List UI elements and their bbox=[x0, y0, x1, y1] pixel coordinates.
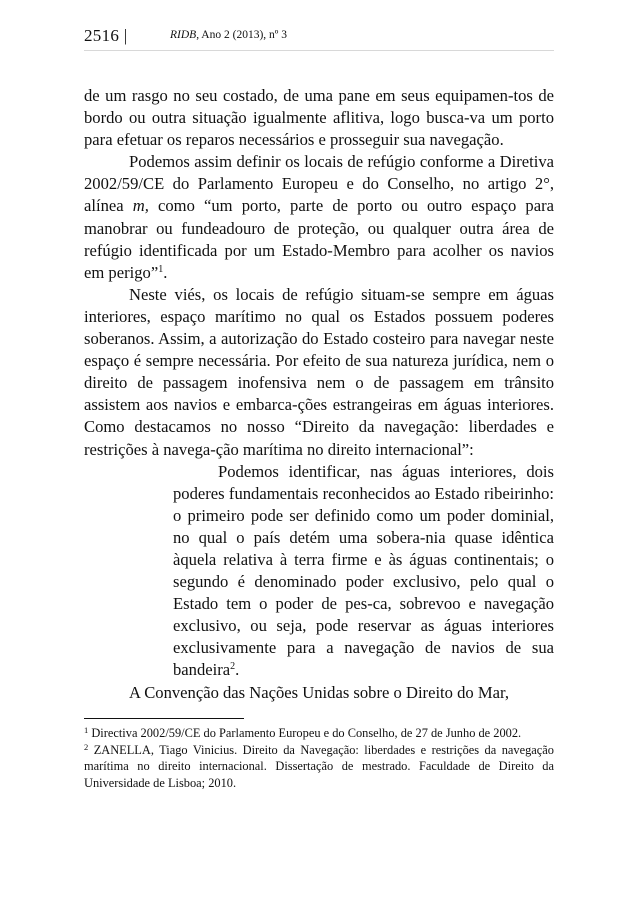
paragraph-text: como “um porto, parte de porto ou outro espaço para manobrar ou fundeadouro de proteção, ou qualquer outra área de refúgio identificada por um Estado-Membro para acolher os navios em perigo” bbox=[84, 196, 554, 282]
paragraph-interior-waters: Neste viés, os locais de refúgio situam-se sempre em águas interiores, espaço marítimo no qual os Estados possuem poderes soberanos. Assim, a autorização do Estado costeiro para navegar neste espaço é sempre necessária. Por efeito de sua natureza jurídica, nem o direito de passagem inofensiva nem o de passagem em trânsito assistem aos navios e embarca-ções estrangeiras em águas interiores. Como destacamos no nosso “Direito da navegação: liberdades e restrições à navega-ção marítima no direito internacional”: bbox=[84, 284, 554, 459]
footnote-text: Directiva 2002/59/CE do Parlamento Europeu e do Conselho, de 27 de Junho de 2002. bbox=[88, 726, 522, 740]
paragraph-convention: A Convenção das Nações Unidas sobre o Direito do Mar, bbox=[129, 682, 509, 702]
footnote-text: ZANELLA, Tiago Vinicius. Direito da Navegação: liberdades e restrições da navegação marítima no direito internacional. Dissertação de mestrado. Faculdade de Direito da Universidade de Lisboa; 2010. bbox=[84, 742, 554, 790]
footnote-ref-1[interactable]: 1 bbox=[158, 263, 164, 275]
journal-name: RIDB bbox=[170, 29, 197, 41]
footnote bbox=[84, 725, 554, 742]
paragraph-text: . bbox=[163, 262, 168, 282]
footnote-number: 1 bbox=[84, 725, 89, 735]
emphasis-text: m, bbox=[132, 196, 149, 216]
footnotes bbox=[84, 725, 554, 791]
main-text bbox=[84, 85, 554, 704]
footnote-divider bbox=[84, 718, 244, 719]
footnote-number: 2 bbox=[84, 741, 89, 752]
footnote-ref-2[interactable]: 2 bbox=[230, 661, 236, 673]
footnote bbox=[84, 742, 554, 792]
journal-reference bbox=[170, 29, 287, 41]
page-number: 2516 | bbox=[84, 26, 128, 45]
journal-issue: , Ano 2 (2013), nº 3 bbox=[196, 29, 287, 41]
running-header bbox=[84, 24, 554, 51]
block-quote bbox=[173, 461, 554, 682]
paragraph-text: Podemos assim definir os locais de refúgio conforme a Diretiva 2002/59/CE do Parlamento Europeu e do Conselho, no artigo 2°, alínea bbox=[84, 152, 554, 216]
quote-text: . bbox=[235, 660, 240, 680]
paragraph-definition bbox=[84, 151, 554, 284]
paragraph-continuation: de um rasgo no seu costado, de uma pane em seus equipamen-tos de bordo ou outra situação igualmente aflitiva, logo busca-va um porto para efetuar os reparos necessários e prosseguir sua navegação. bbox=[84, 86, 554, 150]
quote-text: Podemos identificar, nas águas interiores, dois poderes fundamentais reconhecidos ao Estado ribeirinho: o primeiro pode ser definido como um poder dominial, no qual o país detém uma sobera-nia quase idêntica àquela relativa à terra firme e às águas continentais; o segundo é denominado poder exclusivo, pelo qual o Estado tem o poder de pes-ca, sobrevoo e navegação exclusivo, ou seja, pode reservar as águas interiores exclusivamente para a navegação de navios de sua bandeira bbox=[173, 461, 554, 680]
